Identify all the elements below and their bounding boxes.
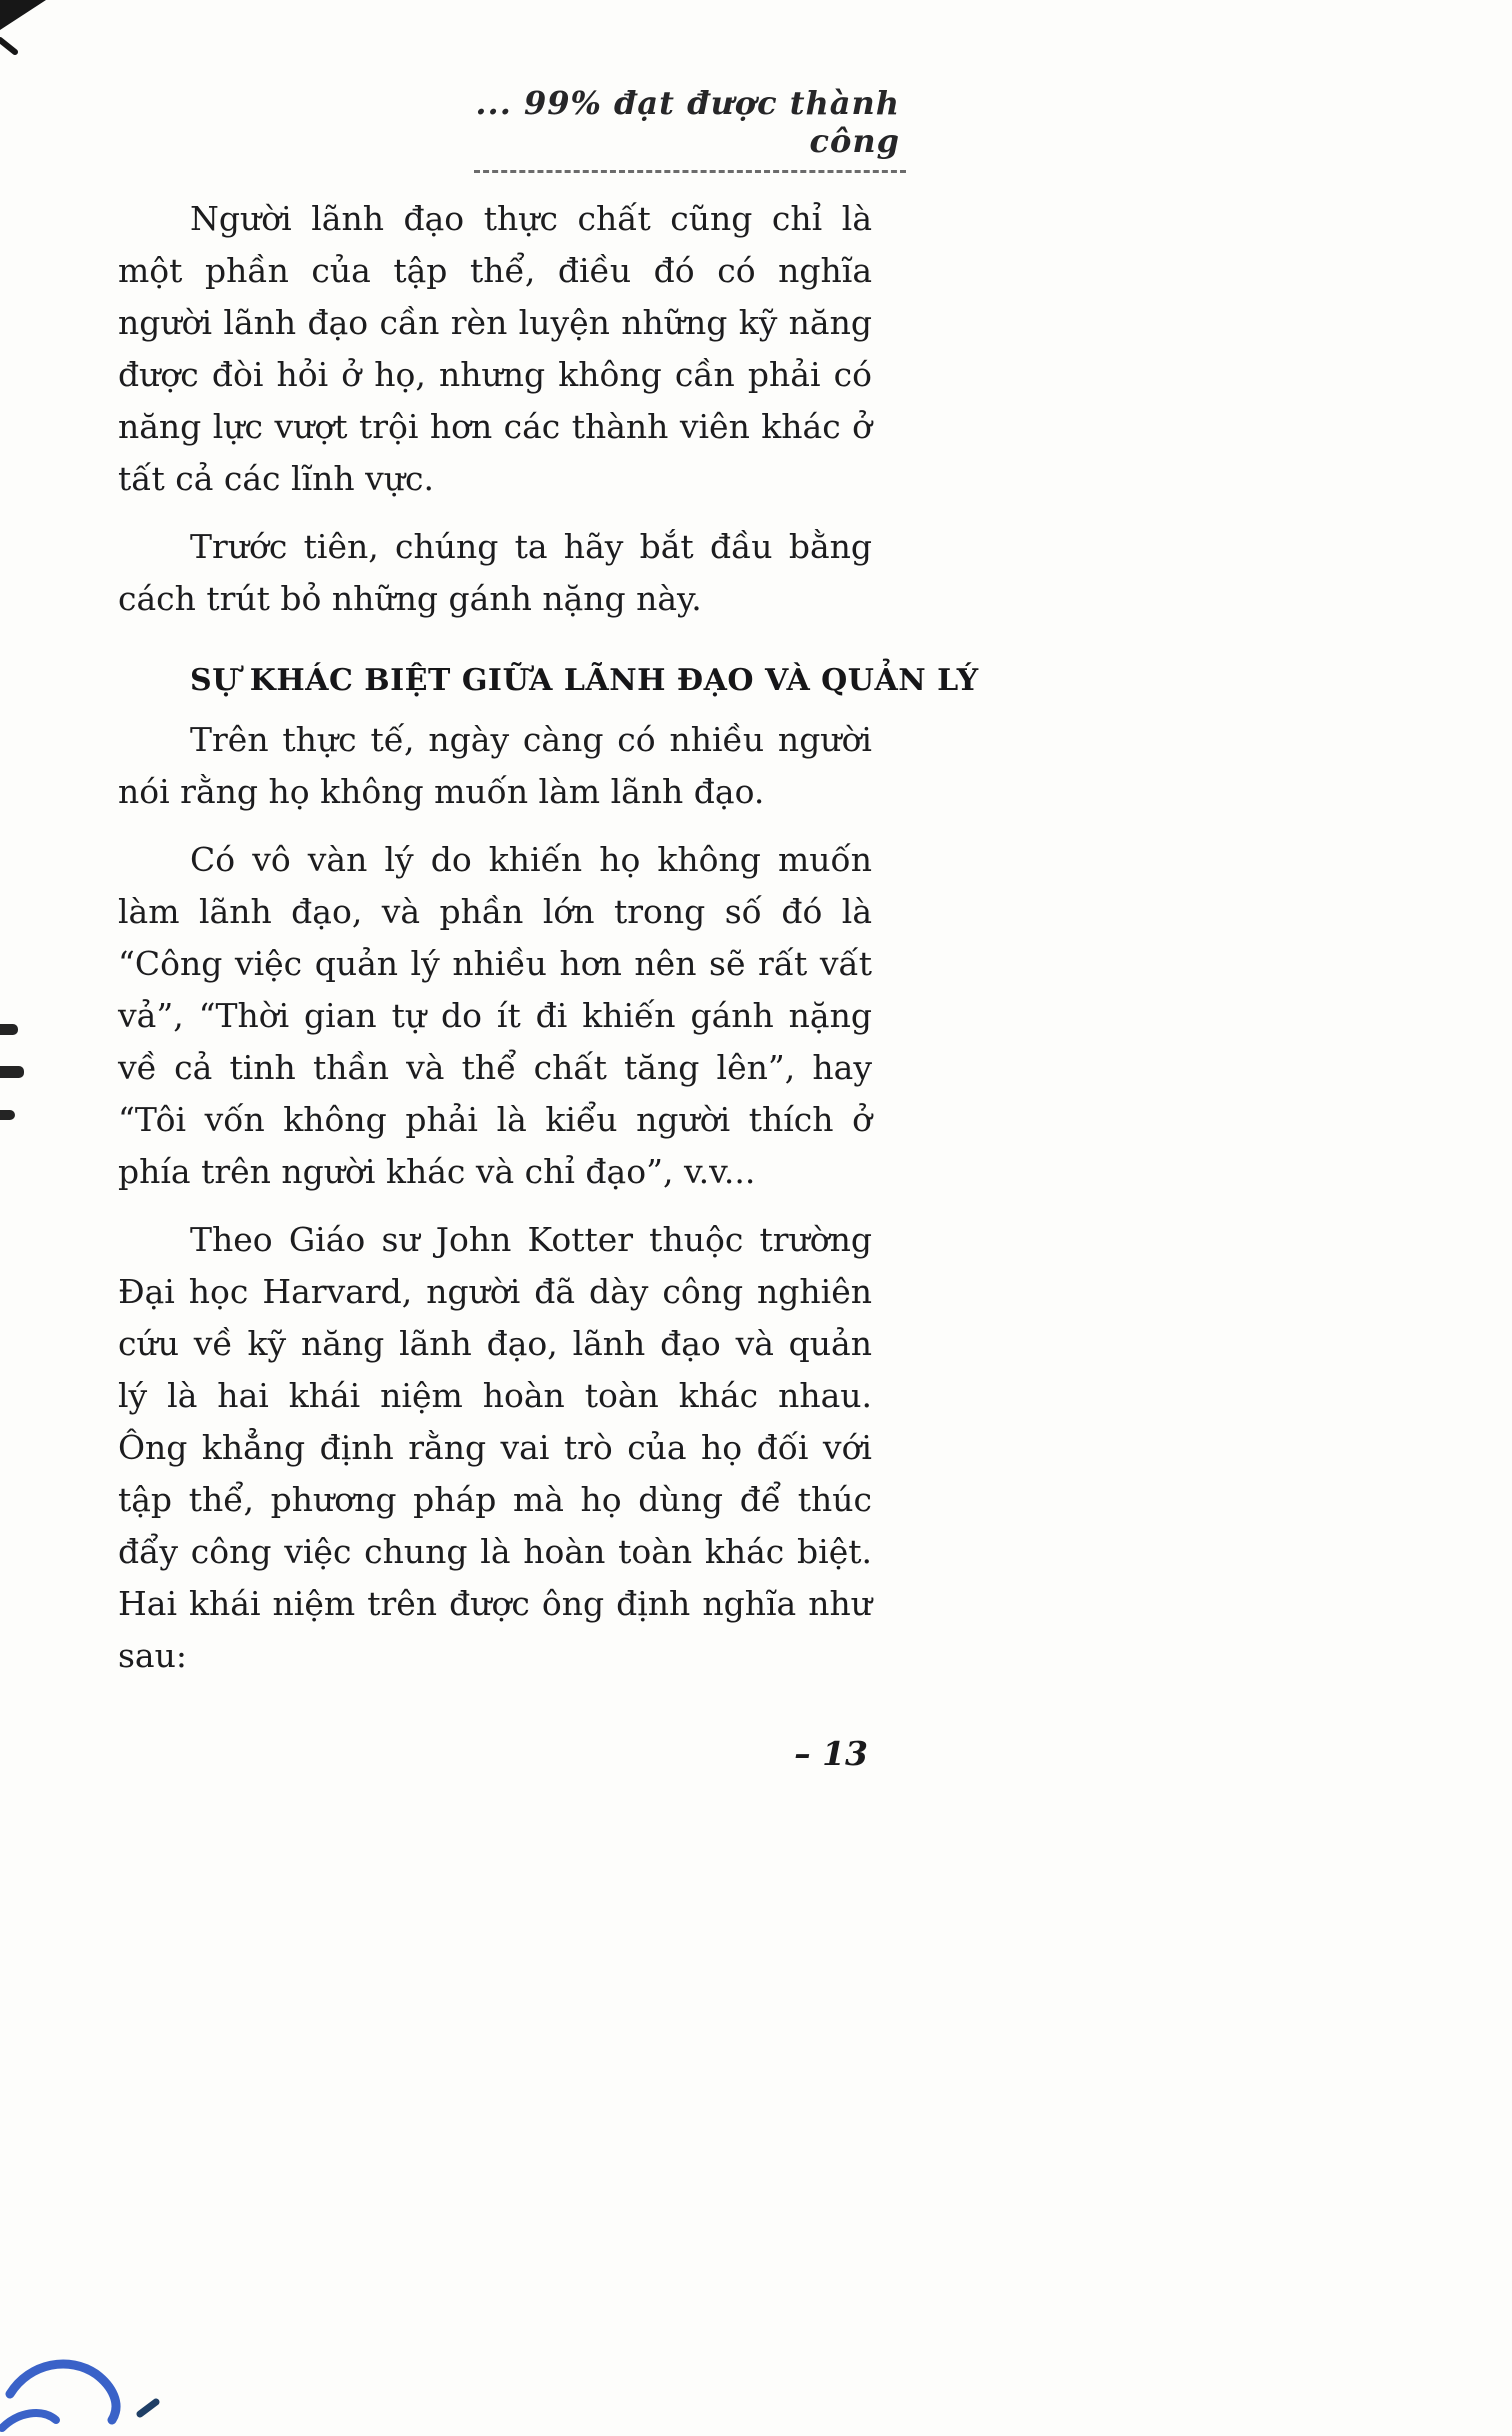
paragraph-1: Người lãnh đạo thực chất cũng chỉ là một phần của tập thể, điều đó có nghĩa người lãnh đạo cần rèn luyện những kỹ năng được đòi hỏi ở họ, nhưng không cần phải có năng lực vượt trội hơn các thành viên khác ở tất cả các lĩnh vực. [118, 199, 872, 498]
scan-artifact-left-edge-dash [0, 1066, 24, 1078]
scan-artifact-blue-scribble-icon [0, 2316, 220, 2436]
paragraph-4: Có vô vàn lý do khiến họ không muốn làm lãnh đạo, và phần lớn trong số đó là “Công việc quản lý nhiều hơn nên sẽ rất vất vả”, “Thời gian tự do ít đi khiến gánh nặng về cả tinh thần và thể chất tăng lên”, hay “Tôi vốn không phải là kiểu người thích ở phía trên người khác và chỉ đạo”, v.v... [118, 840, 872, 1191]
scan-artifact-top-left-icon [0, 0, 70, 70]
scan-artifact-left-edge-dash [0, 1110, 15, 1120]
page-number: – 13 [794, 1734, 868, 1773]
scan-artifact-left-edge-dash [0, 1024, 18, 1035]
paragraph-5: Theo Giáo sư John Kotter thuộc trường Đại học Harvard, người đã dày công nghiên cứu về kỹ năng lãnh đạo, lãnh đạo và quản lý là hai khái niệm hoàn toàn khác nhau. Ông khẳng định rằng vai trò của họ đối với tập thể, phương pháp mà họ dùng để thúc đẩy công việc chung là hoàn toàn khác biệt. Hai khái niệm trên được ông định nghĩa như sau: [118, 1220, 872, 1675]
paragraph-2: Trước tiên, chúng ta hãy bắt đầu bằng cách trút bỏ những gánh nặng này. [118, 527, 872, 618]
page-content [118, 84, 979, 1773]
running-header: ... 99% đạt được thành công [474, 84, 906, 173]
section-heading: SỰ KHÁC BIỆT GIỮA LÃNH ĐẠO VÀ QUẢN LÝ [190, 663, 979, 698]
running-header-wrap [118, 84, 900, 173]
paragraph-3: Trên thực tế, ngày càng có nhiều người nói rằng họ không muốn làm lãnh đạo. [118, 720, 872, 811]
